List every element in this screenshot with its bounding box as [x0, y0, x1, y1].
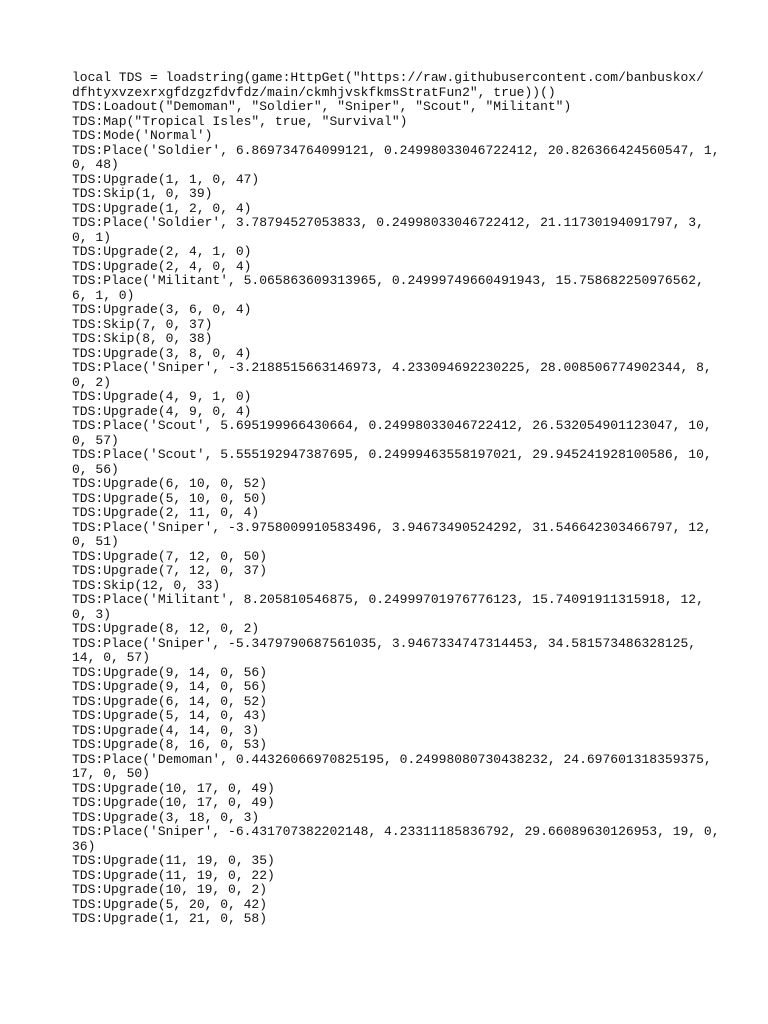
code-line: TDS:Upgrade(3, 18, 0, 3) [72, 809, 260, 825]
code-line: TDS:Upgrade(6, 14, 0, 52) [72, 693, 268, 709]
code-line: TDS:Upgrade(10, 17, 0, 49) [72, 795, 275, 810]
code-line: TDS:Place('Militant', 8.205810546875, 0.24999701976776123, 15.74091911315918, 12, [72, 592, 704, 607]
code-line: TDS:Place('Militant', 5.065863609313965, 0.24999749660491943, 15.758682250976562, [72, 273, 704, 288]
code-line: TDS:Upgrade(1, 2, 0, 4) [72, 200, 252, 216]
code-line: 0, 51) [72, 534, 119, 549]
code-document [72, 70, 720, 927]
code-line: 0, 56) [72, 461, 119, 477]
code-line: 17, 0, 50) [72, 766, 151, 781]
code-line: TDS:Upgrade(5, 20, 0, 42) [72, 896, 268, 912]
code-line: TDS:Upgrade(7, 12, 0, 37) [72, 563, 268, 578]
code-line: TDS:Place('Sniper', -5.3479790687561035, 3.9467334747314453, 34.581573486328125, [72, 635, 697, 651]
code-line: TDS:Place('Soldier', 6.869734764099121, 0.24998033046722412, 20.826366424560547, 1, [72, 142, 720, 158]
code-line: TDS:Upgrade(6, 10, 0, 52) [72, 476, 268, 491]
code-line: TDS:Mode('Normal') [72, 128, 213, 143]
code-line: TDS:Skip(1, 0, 39) [72, 186, 213, 201]
code-line: TDS:Upgrade(3, 6, 0, 4) [72, 302, 252, 317]
code-line: 6, 1, 0) [72, 287, 135, 303]
code-line: TDS:Skip(7, 0, 37) [72, 316, 213, 332]
code-line: TDS:Upgrade(2, 4, 1, 0) [72, 244, 252, 259]
code-line: TDS:Upgrade(8, 12, 0, 2) [72, 621, 260, 636]
code-line: TDS:Upgrade(3, 8, 0, 4) [72, 345, 252, 361]
code-line: TDS:Place('Scout', 5.555192947387695, 0.24999463558197021, 29.945241928100586, 10, [72, 447, 712, 462]
code-line: 0, 48) [72, 157, 119, 172]
code-line: TDS:Upgrade(4, 14, 0, 3) [72, 722, 260, 738]
code-line: TDS:Upgrade(2, 4, 0, 4) [72, 258, 252, 274]
code-line: 0, 57) [72, 432, 119, 448]
code-line: TDS:Place('Sniper', -3.2188515663146973, 4.233094692230225, 28.008506774902344, 8, [72, 360, 712, 375]
code-line: TDS:Upgrade(4, 9, 0, 4) [72, 403, 252, 419]
code-line: TDS:Upgrade(9, 14, 0, 56) [72, 679, 268, 694]
code-line: TDS:Upgrade(4, 9, 1, 0) [72, 389, 252, 404]
code-line: TDS:Loadout("Demoman", "Soldier", "Sniper", "Scout", "Militant") [72, 99, 572, 114]
code-line: TDS:Skip(8, 0, 38) [72, 331, 213, 346]
code-line: TDS:Map("Tropical Isles", true, "Survival") [72, 113, 408, 129]
code-line: TDS:Upgrade(1, 1, 0, 47) [72, 171, 260, 187]
code-line: TDS:Upgrade(7, 12, 0, 50) [72, 548, 268, 564]
code-line: TDS:Upgrade(2, 11, 0, 4) [72, 505, 260, 520]
code-line: 14, 0, 57) [72, 650, 151, 665]
code-line: TDS:Place('Sniper', -6.431707382202148, 4.23311185836792, 29.66089630126953, 19, 0, [72, 824, 720, 839]
code-line: TDS:Upgrade(8, 16, 0, 53) [72, 737, 268, 752]
code-line: TDS:Upgrade(5, 14, 0, 43) [72, 708, 268, 723]
code-line: TDS:Place('Sniper', -3.9758009910583496, 3.94673490524292, 31.546642303466797, 12, [72, 519, 712, 535]
code-line: TDS:Place('Demoman', 0.44326066970825195, 0.24998080730438232, 24.697601318359375, [72, 751, 712, 767]
code-line: 0, 3) [72, 606, 112, 622]
code-line: TDS:Upgrade(10, 19, 0, 2) [72, 882, 268, 897]
code-line: TDS:Upgrade(11, 19, 0, 35) [72, 853, 275, 868]
code-line: TDS:Upgrade(9, 14, 0, 56) [72, 664, 268, 680]
code-line: TDS:Upgrade(1, 21, 0, 58) [72, 911, 268, 926]
code-line: TDS:Place('Scout', 5.695199966430664, 0.24998033046722412, 26.532054901123047, 10, [72, 418, 712, 433]
code-line: TDS:Place('Soldier', 3.78794527053833, 0.24998033046722412, 21.11730194091797, 3, [72, 215, 704, 230]
code-line: TDS:Upgrade(11, 19, 0, 22) [72, 867, 275, 883]
code-line: TDS:Upgrade(5, 10, 0, 50) [72, 490, 268, 506]
code-line: TDS:Upgrade(10, 17, 0, 49) [72, 780, 275, 796]
code-line: TDS:Skip(12, 0, 33) [72, 577, 221, 593]
code-line: 0, 2) [72, 374, 112, 390]
code-line: 36) [72, 838, 96, 854]
code-line: local TDS = loadstring(game:HttpGet("https://raw.githubusercontent.com/banbuskox/ [72, 70, 704, 85]
code-line: 0, 1) [72, 229, 112, 245]
code-line: dfhtyxvzexrxgfdzgzfdvfdz/main/ckmhjvskfkmsStratFun2", true))() [72, 84, 556, 100]
